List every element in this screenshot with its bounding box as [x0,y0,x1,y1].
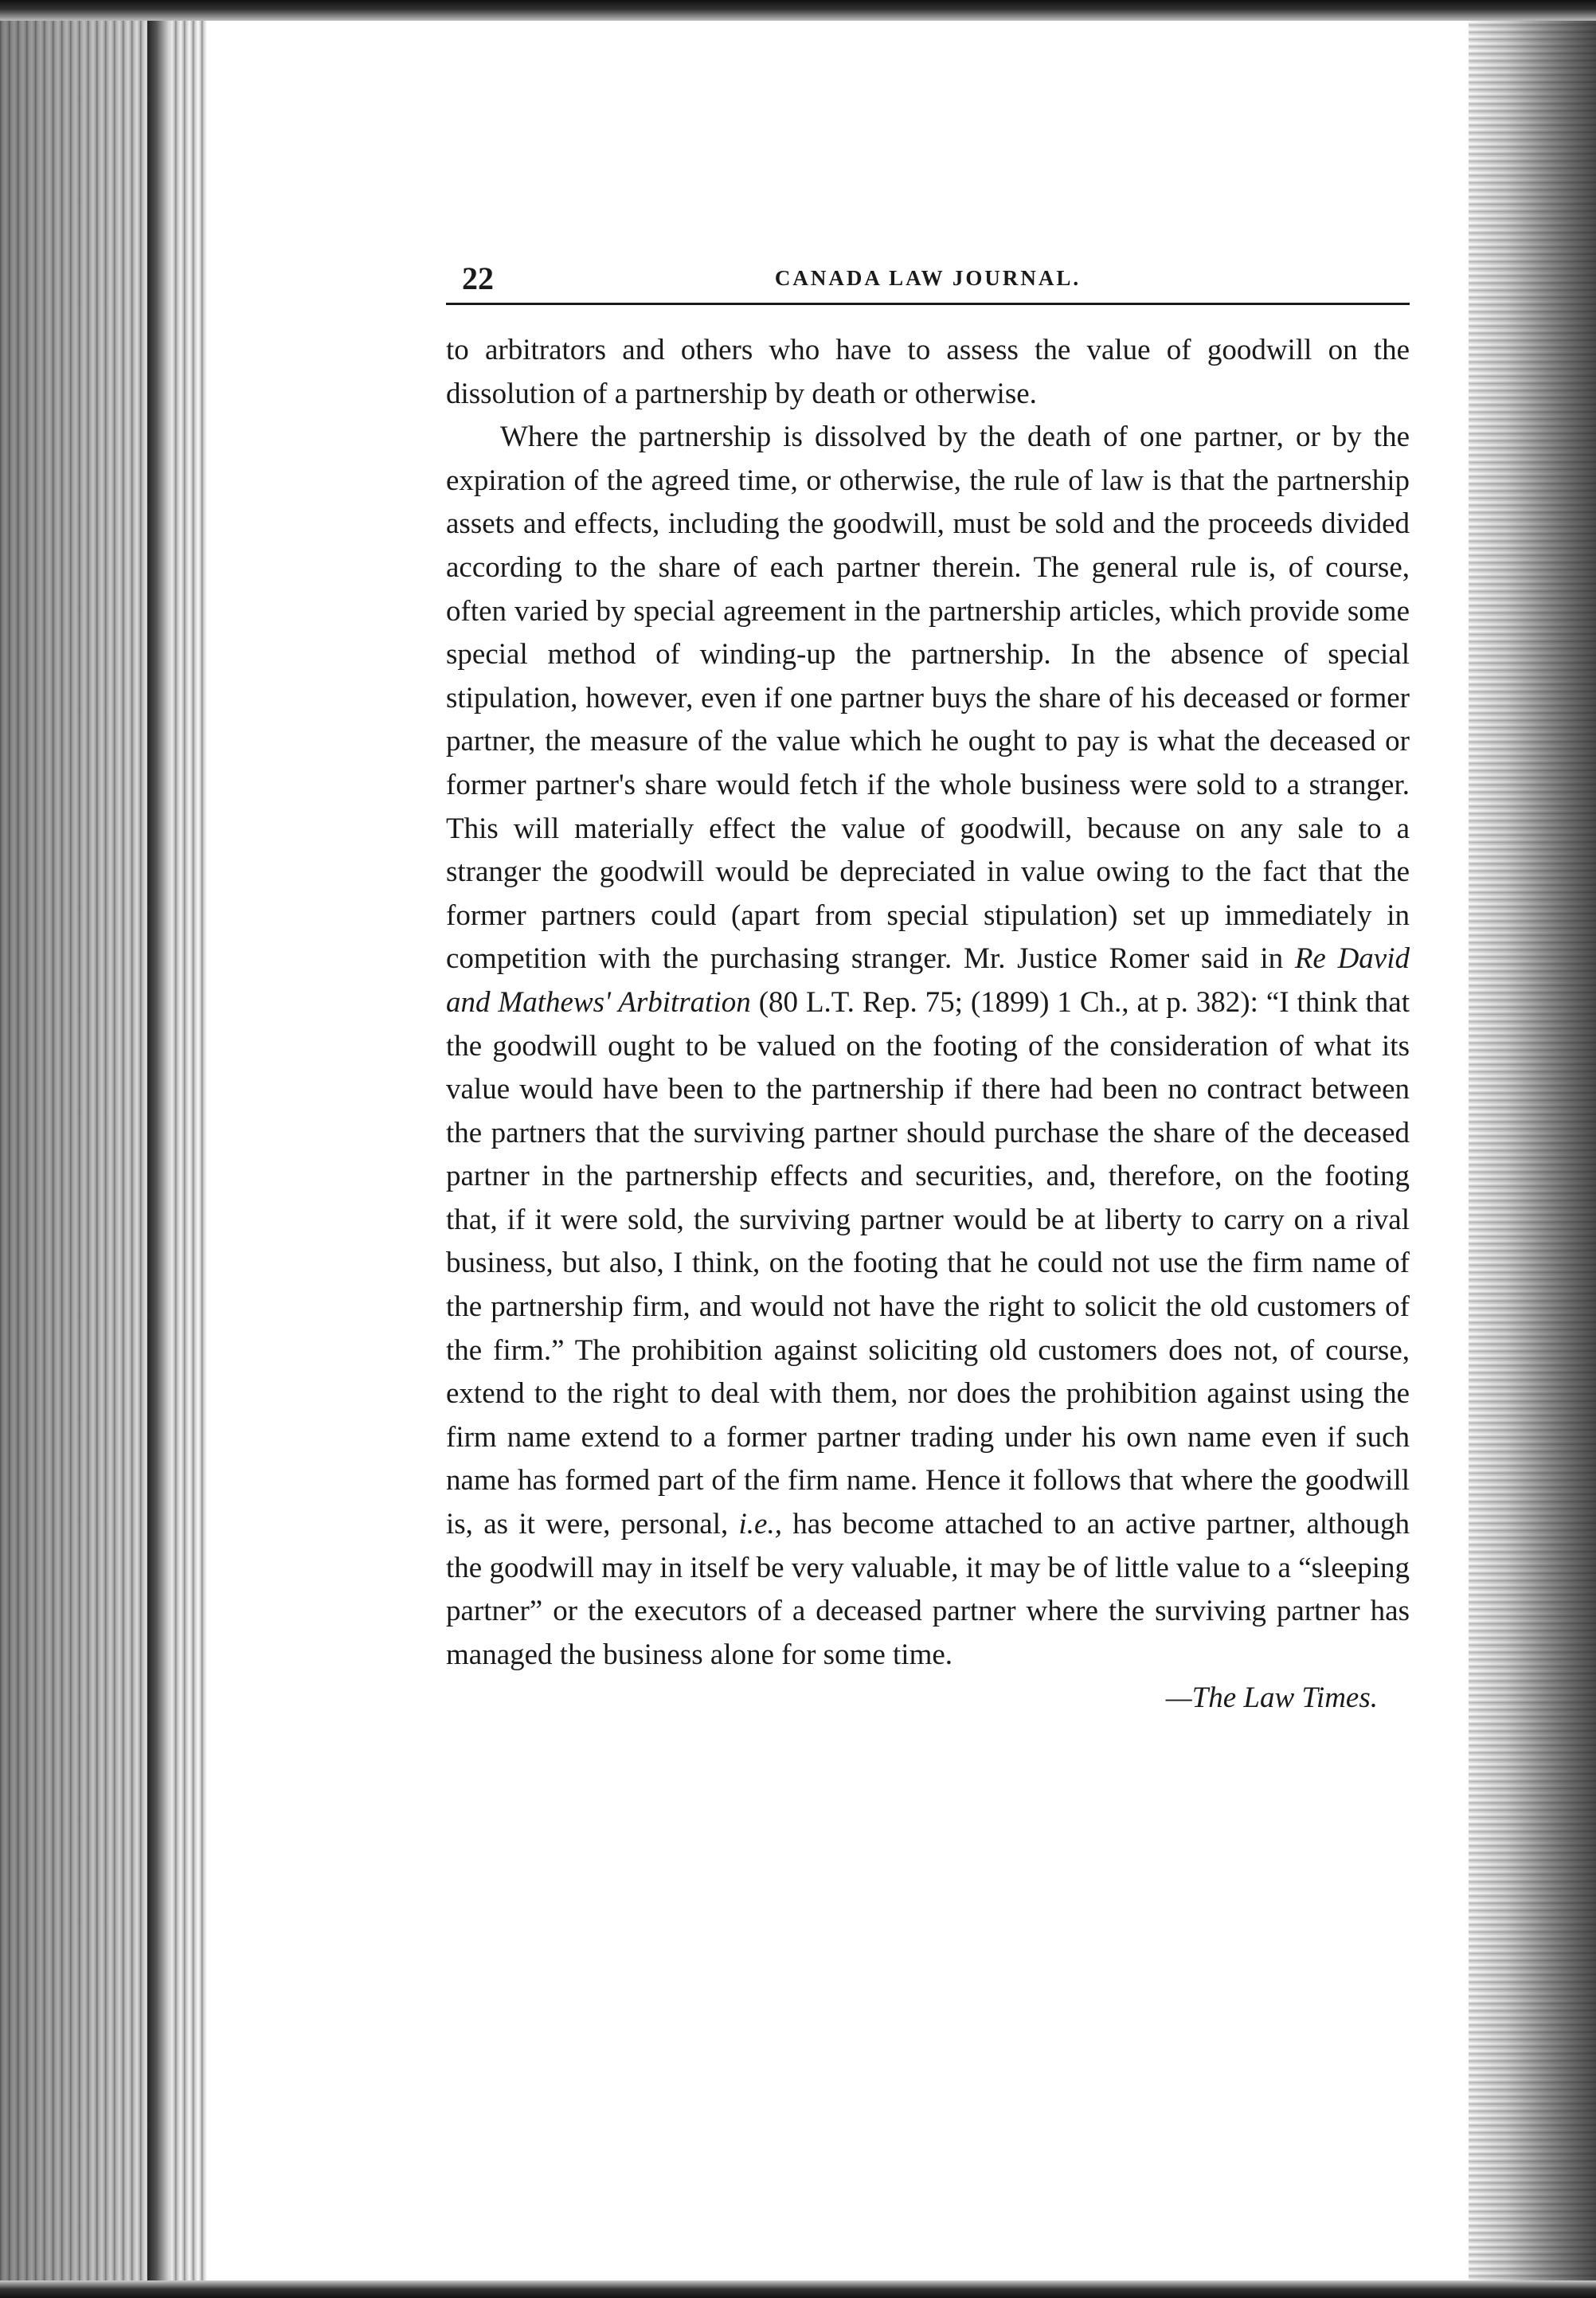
paragraph-main [446,416,1410,1677]
case-citation-name: Re David and Mathews' Arbitration [446,942,1410,1019]
journal-page [446,255,1410,1721]
abbreviation-ie: i.e., [738,1508,782,1541]
scan-top-edge [0,0,1596,21]
source-attribution: —The Law Times. [1165,1681,1378,1715]
paragraph-main-part-c: has become attached to an active partner, although the goodwill may in itself be very valuable, it may be of little value to a “sleeping partner” or the executors of a deceased partner where the surviving partner has managed the business alone for some time. [446,1508,1410,1671]
paragraph-main-part-b: (80 L.T. Rep. 75; (1899) 1 Ch., at p. 382): “I think that the goodwill ought to be valued on the footing of the consideration of what its value would have been to the partnership if there had been no contract between the partners that the surviving partner should purchase the share of the deceased partner in the partnership effects and securities, and, therefore, on the footing that, if it were sold, the surviving partner would be at liberty to carry on a rival business, but also, I think, on the footing that he could not use the firm name of the partnership firm, and would not have the right to solicit the old customers of the firm.” The prohibition against soliciting old customers does not, of course, extend to the right to deal with them, nor does the prohibition against using the firm name extend to a former partner trading under his own name even if such name has formed part of the firm name. Hence it follows that where the goodwill is, as it were, personal, [446,985,1410,1541]
article-body [446,329,1410,1721]
paragraph-continuation: to arbitrators and others who have to assess the value of goodwill on the dissolution of a partnership by death or otherwise. [446,334,1410,410]
scan-bottom-edge [0,2280,1596,2298]
running-head: CANADA LAW JOURNAL. [774,266,1082,290]
page-header [446,255,1410,305]
page-number: 22 [462,260,494,296]
scan-left-edge [0,0,207,2298]
paragraph-main-part-a: Where the partnership is dissolved by the death of one partner, or by the expiration of the agreed time, or otherwise, the rule of law is that the partnership assets and effects, including the goodwill, must be sold and the proceeds divided according to the share of each partner therein. The general rule is, of course, often varied by special agreement in the partnership articles, which provide some special method of winding-up the partnership. In the absence of special stipulation, however, even if one partner buys the share of his deceased or former partner, the measure of the value which he ought to pay is what the deceased or former partner's share would fetch if the whole business were sold to a stranger. This will materially effect the value of goodwill, because on any sale to a stranger the goodwill would be depreciated in value owing to the fact that the former partners could (apart from special stipulation) set up immediately in competition with the purchasing stranger. Mr. Justice Romer said in [446,421,1410,976]
scan-right-edge [1469,0,1596,2298]
